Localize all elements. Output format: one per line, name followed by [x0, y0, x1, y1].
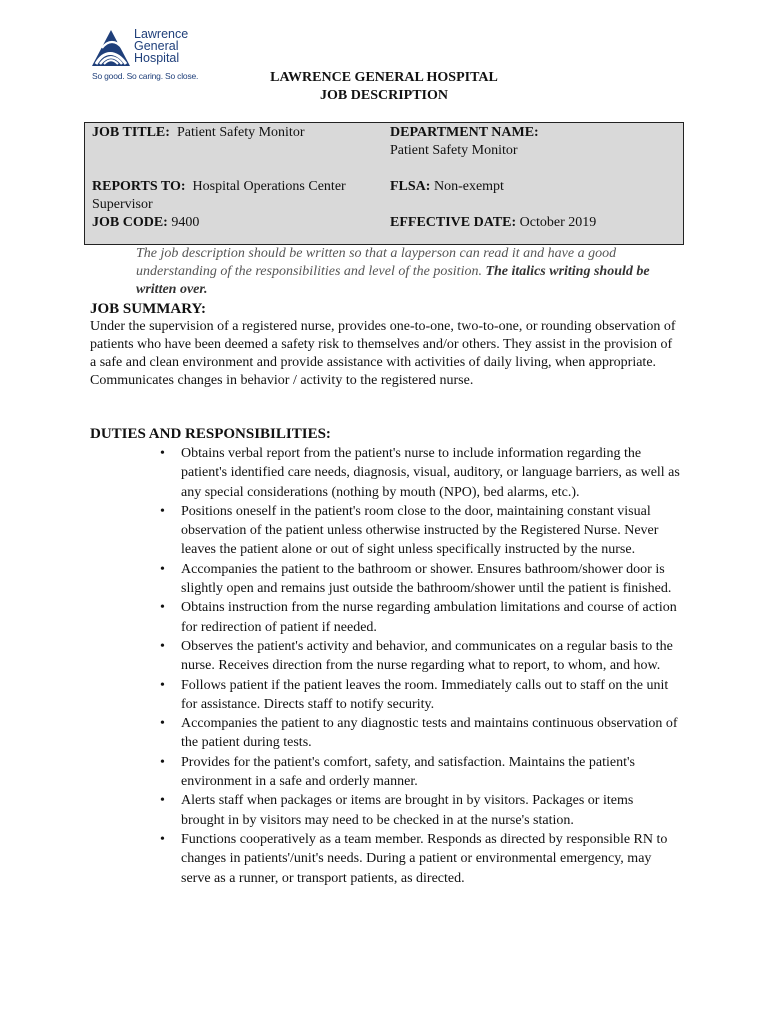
effective-date-value: October 2019: [519, 215, 597, 230]
list-item: [160, 791, 680, 830]
effective-date-row: [390, 214, 596, 232]
list-item: [160, 676, 680, 715]
duty-text: Positions oneself in the patient's room close to the door, maintaining constant visual observation of the patient unless otherwise instructed by the Registered Nurse. Never leaves the patient alone or out of sight unless specifically instructed by the nurse.: [181, 503, 659, 558]
logo-line-3: Hospital: [134, 51, 180, 65]
effective-date-label: EFFECTIVE DATE:: [390, 215, 517, 230]
bullet-icon: •: [160, 561, 165, 577]
list-item: [160, 598, 680, 637]
list-item: [160, 830, 680, 888]
duty-text: Observes the patient's activity and behavior, and communicates on a regular basis to the nurse. Receives direction from the nurse regarding what to report, to whom, and how.: [181, 638, 673, 674]
list-item: [160, 637, 680, 676]
page-subtitle: JOB DESCRIPTION: [320, 88, 448, 103]
logo-wordmark: [134, 28, 188, 64]
duty-text: Provides for the patient's comfort, safety, and satisfaction. Maintains the patient's environment in a safe and orderly manner.: [181, 754, 635, 790]
page-title: LAWRENCE GENERAL HOSPITAL: [270, 70, 498, 85]
duty-text: Accompanies the patient to any diagnostic tests and maintains continuous observation of the patient during tests.: [181, 716, 678, 751]
duty-text: Alerts staff when packages or items are brought in by visitors. Packages or items brought in by visitors may need to be checked in at the nurse's station.: [181, 793, 634, 828]
reports-to-block: [92, 178, 382, 214]
flsa-row: [390, 178, 504, 196]
bullet-icon: •: [160, 600, 165, 616]
logo-tagline: So good. So caring. So close.: [92, 71, 199, 81]
duty-text: Obtains instruction from the nurse regarding ambulation limitations and course of action for redirection of patient if needed.: [181, 600, 677, 635]
bullet-icon: •: [160, 446, 165, 461]
reports-to-value-line2: Supervisor: [92, 197, 153, 212]
job-code-label: JOB CODE:: [92, 215, 168, 230]
job-summary-text: Under the supervision of a registered nurse, provides one-to-one, two-to-one, or rounding observation of patients who have been deemed a safety risk to themselves and/or others. They assist in the provision of a safe and clean environment and provide assistance with activities of daily living, when appropriate. Communicates changes in behavior / activity to the registered nurse.: [90, 319, 676, 388]
bullet-icon: •: [160, 677, 165, 693]
department-value: Patient Safety Monitor: [390, 143, 518, 158]
bullet-icon: •: [160, 831, 165, 847]
bullet-icon: •: [160, 793, 165, 809]
instruction-note: [136, 245, 676, 299]
job-code-value: 9400: [171, 215, 200, 230]
department-label: DEPARTMENT NAME:: [390, 125, 539, 140]
list-item: [160, 753, 680, 792]
list-item: [160, 714, 680, 753]
bullet-icon: •: [160, 638, 165, 654]
logo-line-2: General: [134, 39, 179, 53]
bullet-icon: •: [160, 754, 165, 770]
job-info-box: [84, 122, 684, 245]
list-item: [160, 444, 680, 502]
duties-heading: DUTIES AND RESPONSIBILITIES:: [90, 426, 331, 442]
flsa-value: Non-exempt: [433, 179, 504, 194]
job-title-row: [92, 124, 304, 142]
list-item: [160, 560, 680, 599]
duty-text: Functions cooperatively as a team member. Responds as directed by responsible RN to changes in patients'/unit's needs. During a patient or environmental emergency, may serve as a runner, or transport patients, as directed.: [181, 831, 668, 886]
duty-text: Obtains verbal report from the patient's nurse to include information regarding the patient's identified care needs, diagnosis, visual, auditory, or language barriers, as well as any special considerations (nothing by mouth (NPO), bed alarms, etc.).: [181, 446, 680, 500]
duty-text: Accompanies the patient to the bathroom or shower. Ensures bathroom/shower door is slightly open and remains just outside the bathroom/shower until the patient is finished.: [181, 561, 672, 597]
job-title-value: Patient Safety Monitor: [176, 125, 305, 140]
duty-text: Follows patient if the patient leaves the room. Immediately calls out to staff on the unit for assistance. Directs staff to notify security.: [181, 677, 669, 712]
job-code-row: [92, 214, 199, 232]
reports-to-value: Hospital Operations Center: [192, 179, 346, 194]
bullet-icon: •: [160, 716, 165, 732]
job-summary-heading: JOB SUMMARY:: [90, 301, 207, 317]
list-item: [160, 502, 680, 560]
instruction-note-emphasis: The italics writing should be written over.: [136, 264, 650, 297]
logo-line-1: Lawrence: [134, 27, 189, 41]
reports-to-label: REPORTS TO:: [92, 179, 186, 194]
lawrence-general-logo-mark-icon: [90, 28, 132, 68]
instruction-note-text: The job description should be written so that a layperson can read it and have a good understanding of the responsibilities and level of the position.: [136, 246, 617, 279]
duties-list: [160, 444, 680, 888]
job-title-label: JOB TITLE:: [92, 125, 170, 140]
bullet-icon: •: [160, 503, 165, 519]
department-block: [390, 124, 539, 160]
flsa-label: FLSA:: [390, 179, 431, 194]
